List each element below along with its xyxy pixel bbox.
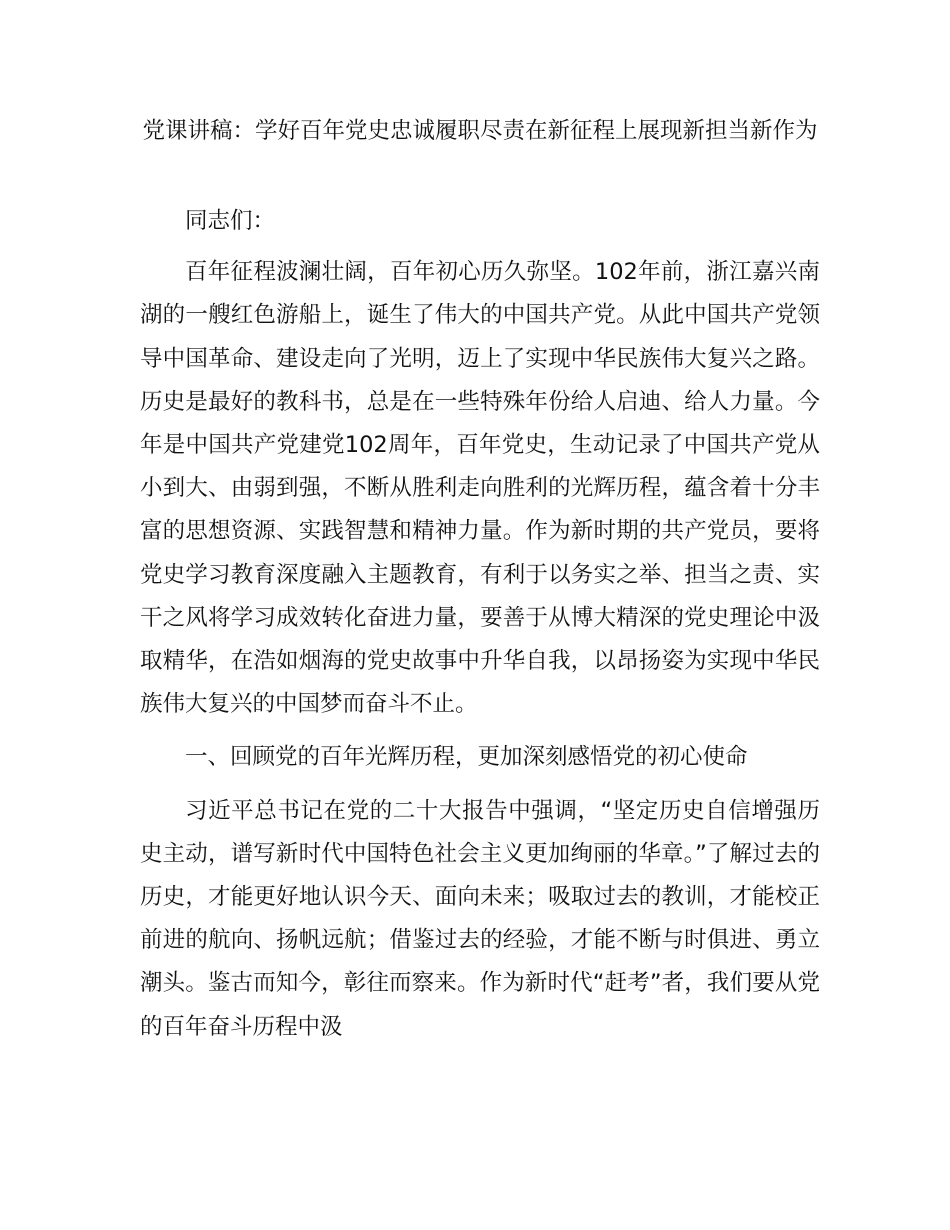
section-heading-1: 一、回顾党的百年光辉历程，更加深刻感悟党的初心使命 bbox=[185, 744, 748, 771]
salutation: 同志们： bbox=[185, 208, 276, 234]
intro-paragraph: 百年征程波澜壮阔，百年初心历久弥坚。102年前，浙江嘉兴南湖的一艘红色游船上，诞生了伟大的中国共产党。从此中国共产党领导中国革命、建设走向了光明，迈上了实现中华民族伟大复兴之路。历史是最好的教科书，总是在一些特殊年份给人启迪、给人力量。今年是中国共产党建党102周年，百年党史，生动记录了中国共产党从小到大、由弱到强，不断从胜利走向胜利的光辉历程，蕴含着十分丰富的思想资源、实践智慧和精神力量。作为新时期的共产党员，要将党史学习教育深度融入主题教育，有利于以务实之举、担当之责、实干之风将学习成效转化奋进力量，要善于从博大精深的党史理论中汲取精华，在浩如烟海的党史故事中升华自我，以昂扬姿为实现中华民族伟大复兴的中国梦而奋斗不止。 bbox=[140, 259, 820, 718]
section-1-paragraph: 习近平总书记在党的二十大报告中强调，“坚定历史自信增强历史主动，谱写新时代中国特色社会主义更加绚丽的华章。”了解过去的历史，才能更好地认识今天、面向未来；吸取过去的教训，才能校正前进的航向、扬帆远航；借鉴过去的经验，才能不断与时俱进、勇立潮头。鉴古而知今，彰往而察来。作为新时代“赶考”者，我们要从党的百年奋斗历程中汲 bbox=[140, 797, 820, 1040]
document-body bbox=[140, 200, 820, 1049]
document-title: 党课讲稿：学好百年党史忠诚履职尽责在新征程上展现新担当新作为 bbox=[142, 118, 818, 144]
